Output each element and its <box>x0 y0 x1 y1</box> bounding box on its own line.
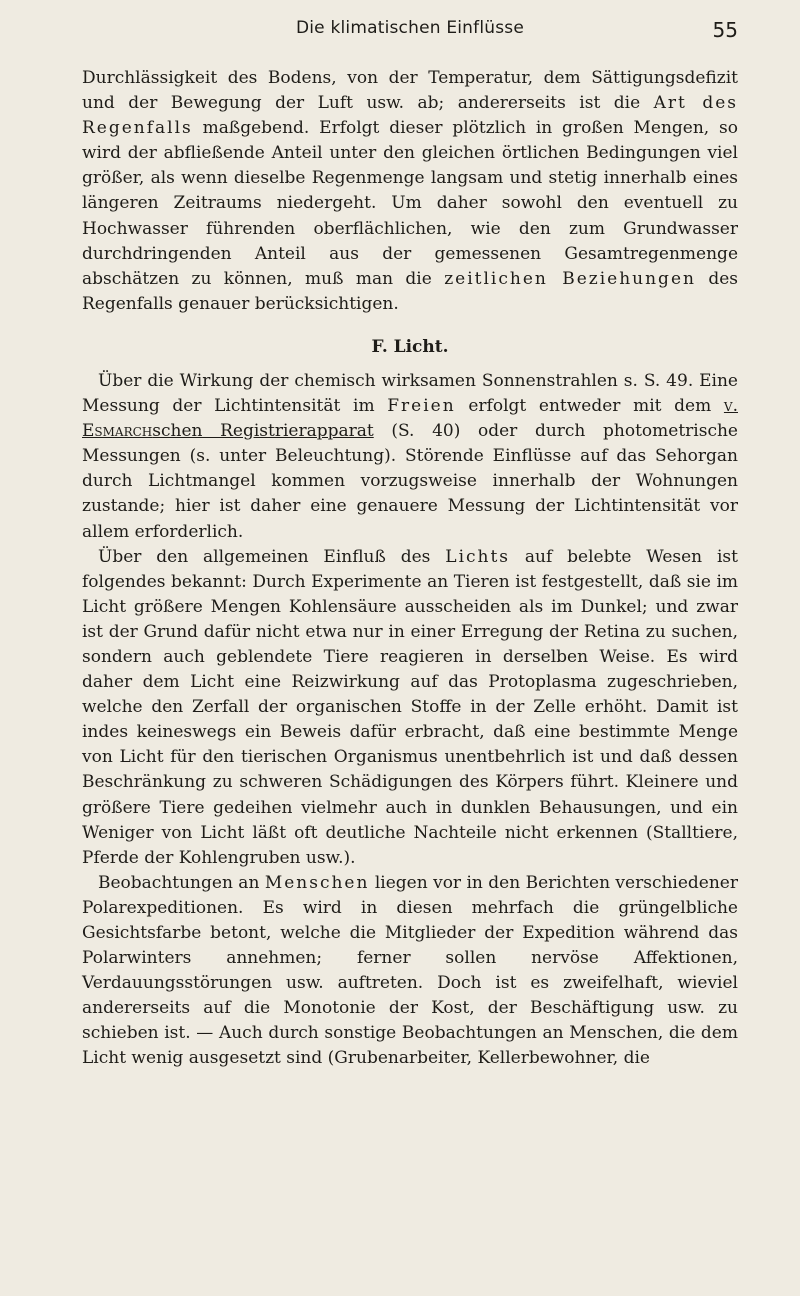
running-title: Die klimatischen Einflüsse <box>295 18 525 38</box>
page-header <box>82 18 738 66</box>
paragraph-soil-rainfall <box>82 66 738 317</box>
instrument-name: schen Registrierapparat <box>152 421 374 442</box>
paragraph-human-observations <box>82 871 738 1072</box>
paragraph-text: des Regenfalls genauer berücksichtigen. <box>82 268 738 314</box>
emphasis-text: Lichts <box>445 546 511 567</box>
paragraph-text: (S. 40) oder durch photometrische Messungen (s. unter Beleuchtung). Störende Einflüsse auf das Sehorgan durch Lichtmangel kommen vorzugsweise innerhalb der Wohnungen zustande; hier ist daher eine genauere Messung der Lichtintensität vor allem erforderlich. <box>82 421 738 542</box>
paragraph-text: liegen vor in den Berichten verschiedener Polarexpeditionen. Es wird in diesen mehrfach die grüngelbliche Gesichtsfarbe betont, welche die Mitglieder der Expedition während das Polarwinters annehmen; ferner sollen nervöse Affektionen, Verdauungsstörungen usw. auftreten. Doch ist es zweifelhaft, wieviel andererseits auf die Monotonie der Kost, der Beschäftigung usw. zu schieben ist. — Auch durch sonstige Beobachtungen an Menschen, die dem Licht wenig ausgesetzt sind (Grubenarbeiter, Kellerbewohner, die <box>82 872 738 1069</box>
emphasis-text: Freien <box>387 396 456 417</box>
paragraph-light-effects <box>82 545 738 871</box>
paragraph-light-measurement <box>82 369 738 545</box>
paragraph-text: erfolgt entweder mit dem <box>455 396 724 417</box>
body-text <box>82 66 738 1072</box>
author-name: v. Esmarch <box>82 396 738 442</box>
paragraph-text: Über den allgemeinen Einfluß des <box>98 546 446 567</box>
page-number: 55 <box>712 18 738 42</box>
emphasis-text: zeitlichen Beziehungen <box>444 268 696 289</box>
paragraph-text: Beobachtungen an <box>98 872 265 893</box>
book-page <box>82 18 738 1072</box>
paragraph-text: auf belebte Wesen ist folgendes bekannt: Durch Experimente an Tieren ist festgestellt, daß sie im Licht größere Mengen Kohlensäure ausscheiden als im Dunkel; und zwar ist der Grund dafür nicht etwa nur in einer Erregung der Retina zu suchen, sondern auch geblendete Tiere reagieren in derselben Weise. Es wird daher dem Licht eine Reizwirkung auf das Protoplasma zugeschrieben, welche den Zerfall der organischen Stoffe in der Zelle erhöht. Damit ist indes keineswegs ein Beweis dafür erbracht, daß eine bestimmte Menge von Licht für den tierischen Organismus unentbehrlich ist und daß dessen Beschränkung zu schweren Schädigungen des Körpers führt. Kleinere und größere Tiere gedeihen vielmehr auch in dunklen Behausungen, und ein Weniger von Licht läßt oft deutliche Nachteile nicht erkennen (Stalltiere, Pferde der Kohlengruben usw.). <box>82 546 738 868</box>
emphasis-text: Art des Regenfalls <box>82 93 738 139</box>
paragraph-text: maßgebend. Erfolgt dieser plötzlich in großen Mengen, so wird der abfließende Anteil unter den gleichen örtlichen Bedingungen viel größer, als wenn dieselbe Regenmenge langsam und stetig innerhalb eines längeren Zeitraums niedergeht. Um daher sowohl den eventuell zu Hochwasser führenden oberflächlichen, wie den zum Grundwasser durchdringenden Anteil aus der gemessenen Gesamtregenmenge abschätzen zu können, muß man die <box>82 118 738 289</box>
emphasis-text: Menschen <box>264 872 370 893</box>
paragraph-text: Durchlässigkeit des Bodens, von der Temperatur, dem Sättigungsdefizit und der Bewegung der Luft usw. ab; andererseits ist die <box>82 68 738 114</box>
paragraph-text: Über die Wirkung der chemisch wirksamen Sonnenstrahlen s. S. 49. Eine Messung der Lichtintensität im <box>82 370 738 417</box>
section-title: F. Licht. <box>371 336 449 357</box>
